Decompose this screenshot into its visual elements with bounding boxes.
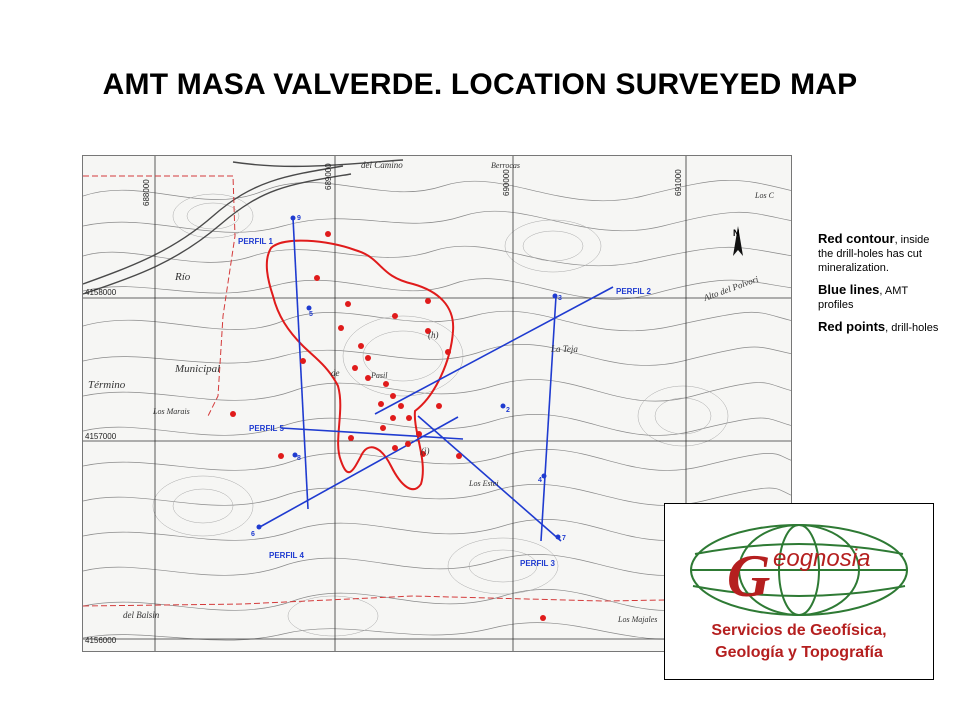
map-legend xyxy=(818,232,940,343)
place-alto-del-polvori: Alto del Polvori xyxy=(702,273,760,303)
place-berrocas: Berrocas xyxy=(491,161,521,170)
legend-item-blue-lines xyxy=(818,283,940,312)
place-pasil: Pasil xyxy=(371,371,388,380)
place-termino: Término xyxy=(88,379,126,391)
legend-red-points-text: , drill-holes xyxy=(885,322,939,334)
place-rio: Río xyxy=(175,271,191,283)
coord-690000: 690000 xyxy=(502,169,511,196)
logo-word: eognosia xyxy=(773,545,871,572)
coord-688000: 688000 xyxy=(142,179,151,206)
coord-4158000: 4158000 xyxy=(85,288,117,297)
amt-profiles xyxy=(258,218,613,541)
place-del-camino: del Camino xyxy=(361,160,403,170)
place-los-marais: Los Marais xyxy=(153,407,190,416)
station-2: 2 xyxy=(506,407,510,414)
station-4: 4 xyxy=(538,477,542,484)
legend-blue-lines-title: Blue lines xyxy=(818,282,880,297)
zone-i-label: (i) xyxy=(421,446,430,456)
legend-red-contour-text: , inside the drill-holes has cut mineralization. xyxy=(818,234,930,274)
station-7: 7 xyxy=(562,535,566,542)
place-del-balsin: del Balsin xyxy=(123,610,160,620)
geognosia-logo xyxy=(665,504,933,624)
place-la-teja: La Teja xyxy=(551,344,578,354)
logo-tagline xyxy=(665,620,933,664)
logo-tagline-line1: Servicios de Geofísica, xyxy=(711,622,887,639)
place-municipal: Municipal xyxy=(175,363,221,375)
logo-letter: G xyxy=(727,543,771,609)
legend-item-red-points xyxy=(818,320,940,335)
place-de: de xyxy=(331,368,340,378)
coord-691000: 691000 xyxy=(674,169,683,196)
topographic-contours-fine xyxy=(153,194,728,636)
legend-red-contour-title: Red contour xyxy=(818,231,895,246)
coord-689000: 689000 xyxy=(324,163,333,190)
station-9: 9 xyxy=(297,215,301,222)
station-6: 6 xyxy=(251,531,255,538)
station-5: 5 xyxy=(309,311,313,318)
place-los-majales: Los Majales xyxy=(618,615,658,624)
coord-4157000: 4157000 xyxy=(85,432,117,441)
station-8: 8 xyxy=(297,455,301,462)
perfil-1-label: PERFIL 1 xyxy=(238,237,273,246)
coord-4156000: 4156000 xyxy=(85,636,117,645)
perfil-3-label: PERFIL 3 xyxy=(520,559,555,568)
geognosia-logo-box xyxy=(664,503,934,680)
legend-red-points-title: Red points xyxy=(818,319,886,334)
station-3: 3 xyxy=(558,295,562,302)
legend-item-red-contour xyxy=(818,232,940,275)
north-arrow-icon xyxy=(733,226,743,256)
perfil-5-label: PERFIL 5 xyxy=(249,424,284,433)
page-title: AMT MASA VALVERDE. LOCATION SURVEYED MAP xyxy=(102,68,858,101)
north-label: N xyxy=(733,228,740,238)
legend-blue-lines-text: , AMT profiles xyxy=(818,285,908,311)
perfil-2-label: PERFIL 2 xyxy=(616,287,651,296)
place-los-c: Los C xyxy=(755,191,774,200)
logo-tagline-line2: Geología y Topografía xyxy=(715,644,883,661)
perfil-4-label: PERFIL 4 xyxy=(269,551,304,560)
place-los-estei: Los Estei xyxy=(469,479,499,488)
river-lines xyxy=(83,160,403,294)
zone-h-label: (h) xyxy=(428,330,439,340)
